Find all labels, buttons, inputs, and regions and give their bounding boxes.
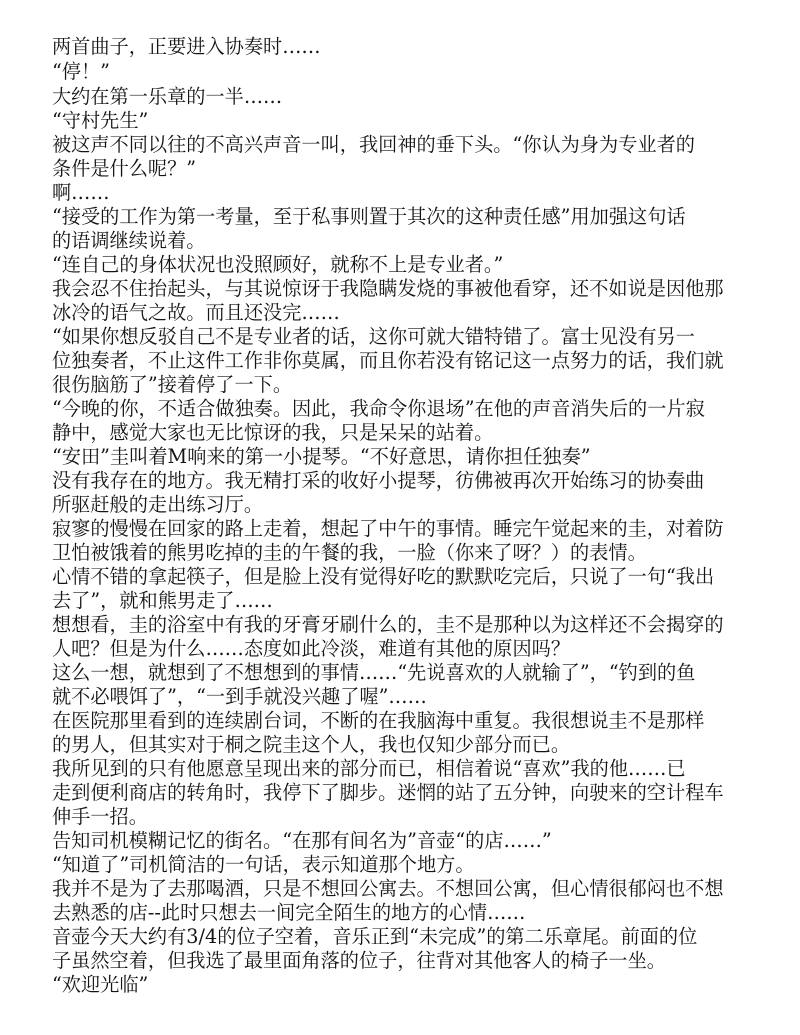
text-line: 条件是什么呢？” (52, 157, 197, 180)
text-line: 没有我存在的地方。我无精打采的收好小提琴，彷佛被再次开始练习的协奏曲 (52, 469, 705, 492)
text-line: 寂寥的慢慢在回家的路上走着，想起了中午的事情。睡完午觉起来的圭，对着防 (52, 517, 724, 540)
text-line: 就不必喂饵了”，“一到手就没兴趣了喔”…… (52, 685, 427, 708)
text-line: 在医院那里看到的连续剧台词，不断的在我脑海中重复。我很想说圭不是那样 (52, 709, 705, 732)
text-line: “知道了”司机简洁的一句话，表示知道那个地方。 (52, 853, 475, 876)
text-line: 我会忍不住抬起头，与其说惊讶于我隐瞒发烧的事被他看穿，还不如说是因他那 (52, 277, 724, 300)
text-line: 两首曲子，正要进入协奏时…… (52, 35, 321, 58)
text-line: 被这声不同以往的不高兴声音一叫，我回神的垂下头。“你认为身为专业者的 (52, 133, 695, 156)
text-line: 我并不是为了去那喝酒，只是不想回公寓去。不想回公寓，但心情很郁闷也不想 (52, 877, 724, 900)
text-line: “今晚的你，不适合做独奏。因此，我命令你退场”在他的声音消失后的一片寂 (52, 397, 705, 420)
text-line: 这么一想，就想到了不想想到的事情……“先说喜欢的人就输了”，“钓到的鱼 (52, 661, 696, 684)
text-line: 啊…… (52, 181, 110, 204)
text-line: 的男人，但其实对于桐之院圭这个人，我也仅知少部分而已。 (52, 733, 571, 756)
text-line: 大约在第一乐章的一半…… (52, 85, 283, 108)
text-line: 告知司机模糊记忆的街名。“在那有间名为”音壶“的店……” (52, 829, 552, 852)
text-line: “安田”圭叫着M响来的第一小提琴。“不好意思，请你担任独奏” (52, 445, 591, 468)
text-line: “守村先生” (52, 109, 149, 132)
text-line: 人吧？但是为什么……态度如此冷淡，难道有其他的原因吗？ (52, 637, 571, 660)
text-line: 位独奏者，不止这件工作非你莫属，而且你若没有铭记这一点努力的话，我们就 (52, 349, 724, 372)
text-line: “接受的工作为第一考量，至于私事则置于其次的这种责任感”用加强这句话 (52, 205, 686, 228)
text-line: 子虽然空着，但我选了最里面角落的位子，往背对其他客人的椅子一坐。 (52, 949, 666, 972)
text-line: “欢迎光临” (52, 973, 149, 996)
text-line: 心情不错的拿起筷子，但是脸上没有觉得好吃的默默吃完后，只说了一句“我出 (52, 565, 715, 588)
text-line: 冰冷的语气之故。而且还没完…… (52, 301, 340, 324)
text-line: 所驱赶般的走出练习厅。 (52, 493, 264, 516)
text-line: 想想看，圭的浴室中有我的牙膏牙刷什么的，圭不是那种以为这样还不会揭穿的 (52, 613, 724, 636)
text-line: 的语调继续说着。 (52, 229, 206, 252)
text-line: 去熟悉的店--此时只想去一间完全陌生的地方的心情…… (52, 901, 526, 924)
text-line: “连自己的身体状况也没照顾好，就称不上是专业者。” (52, 253, 504, 276)
text-line: 卫怕被饿着的熊男吃掉的圭的午餐的我，一脸（你来了呀？）的表情。 (52, 541, 647, 564)
text-line: 静中，感觉大家也无比惊讶的我，只是呆呆的站着。 (52, 421, 494, 444)
text-line: 走到便利商店的转角时，我停下了脚步。迷惘的站了五分钟，向驶来的空计程车 (52, 781, 724, 804)
text-line: “停！” (52, 60, 110, 83)
text-line: 去了”，就和熊男走了…… (52, 589, 273, 612)
text-line: “如果你想反驳自己不是专业者的话，这你可就大错特错了。富士见没有另一 (52, 325, 695, 348)
text-line: 伸手一招。 (52, 805, 148, 828)
text-line: 很伤脑筋了”接着停了一下。 (52, 373, 293, 396)
text-line: 我所见到的只有他愿意呈现出来的部分而已，相信着说“喜欢”我的他……已 (52, 757, 686, 780)
text-line: 音壶今天大约有3/4的位子空着，音乐正到“未完成”的第二乐章尾。前面的位 (52, 925, 698, 948)
